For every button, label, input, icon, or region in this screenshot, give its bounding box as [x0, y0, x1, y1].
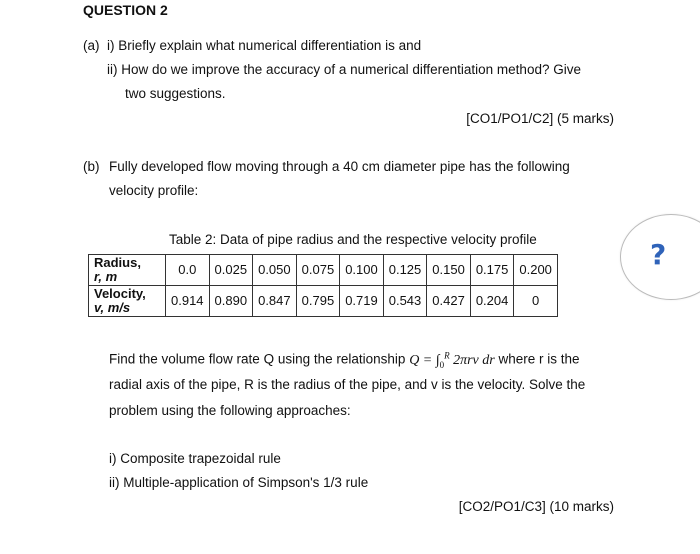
- find-line-problem: problem using the following approaches:: [109, 403, 351, 418]
- radius-cell: 0.075: [296, 255, 340, 286]
- velocity-cell: 0.543: [383, 286, 427, 317]
- radius-cell: 0.175: [470, 255, 514, 286]
- part-b-label: (b): [83, 159, 100, 174]
- velocity-cell: 0.719: [340, 286, 384, 317]
- radius-header: [89, 255, 166, 286]
- formula: [409, 350, 495, 370]
- part-a-ii-line1: ii) How do we improve the accuracy of a numerical differentiation method? Give: [107, 62, 581, 77]
- table-caption: Table 2: Data of pipe radius and the respective velocity profile: [169, 232, 537, 247]
- radius-header-unit: r, m: [94, 269, 118, 284]
- velocity-table: [88, 254, 558, 317]
- part-a-label: (a): [83, 38, 100, 53]
- integral-upper-limit: R: [444, 350, 450, 360]
- question-title: QUESTION 2: [83, 2, 168, 18]
- velocity-cell: 0.914: [166, 286, 210, 317]
- help-question-icon[interactable]: ?: [650, 238, 667, 271]
- radius-header-label: Radius,: [94, 255, 141, 270]
- radius-cell: 0.150: [427, 255, 471, 286]
- formula-lhs: Q =: [409, 352, 436, 368]
- part-a-marks: [CO1/PO1/C2] (5 marks): [466, 111, 614, 126]
- formula-integrand: 2πrv dr: [453, 352, 495, 368]
- find-pre: Find the volume flow rate Q using the relationship: [109, 351, 406, 367]
- velocity-header: [89, 286, 166, 317]
- velocity-header-label: Velocity,: [94, 286, 146, 301]
- integral-lower-limit: 0: [439, 359, 445, 370]
- part-a-i: i) Briefly explain what numerical differentiation is and: [107, 38, 422, 53]
- part-b-line2: velocity profile:: [109, 183, 199, 198]
- find-line: [109, 350, 580, 369]
- velocity-cell: 0.847: [253, 286, 297, 317]
- approach-i: i) Composite trapezoidal rule: [109, 451, 281, 466]
- radius-cell: 0.100: [340, 255, 384, 286]
- velocity-cell: 0.427: [427, 286, 471, 317]
- velocity-cell: 0.795: [296, 286, 340, 317]
- radius-cell: 0.025: [209, 255, 253, 286]
- part-b-marks: [CO2/PO1/C3] (10 marks): [458, 499, 614, 514]
- velocity-cell: 0.204: [470, 286, 514, 317]
- velocity-header-unit: v, m/s: [94, 300, 131, 315]
- velocity-cell: 0.890: [209, 286, 253, 317]
- radius-cell: 0.125: [383, 255, 427, 286]
- find-post: where r is the: [498, 351, 580, 367]
- approach-ii: ii) Multiple-application of Simpson's 1/3 rule: [109, 475, 369, 490]
- radius-cell: 0.0: [166, 255, 210, 286]
- part-b-line1: Fully developed flow moving through a 40 cm diameter pipe has the following: [109, 159, 570, 174]
- find-line-radial: radial axis of the pipe, R is the radius of the pipe, and v is the velocity. Solve the: [109, 377, 586, 392]
- radius-cell: 0.200: [514, 255, 558, 286]
- part-a-ii-line2: two suggestions.: [125, 86, 226, 101]
- radius-row: [89, 255, 558, 286]
- velocity-cell: 0: [514, 286, 558, 317]
- integral-sign-icon: ∫: [435, 352, 440, 368]
- radius-cell: 0.050: [253, 255, 297, 286]
- velocity-row: [89, 286, 558, 317]
